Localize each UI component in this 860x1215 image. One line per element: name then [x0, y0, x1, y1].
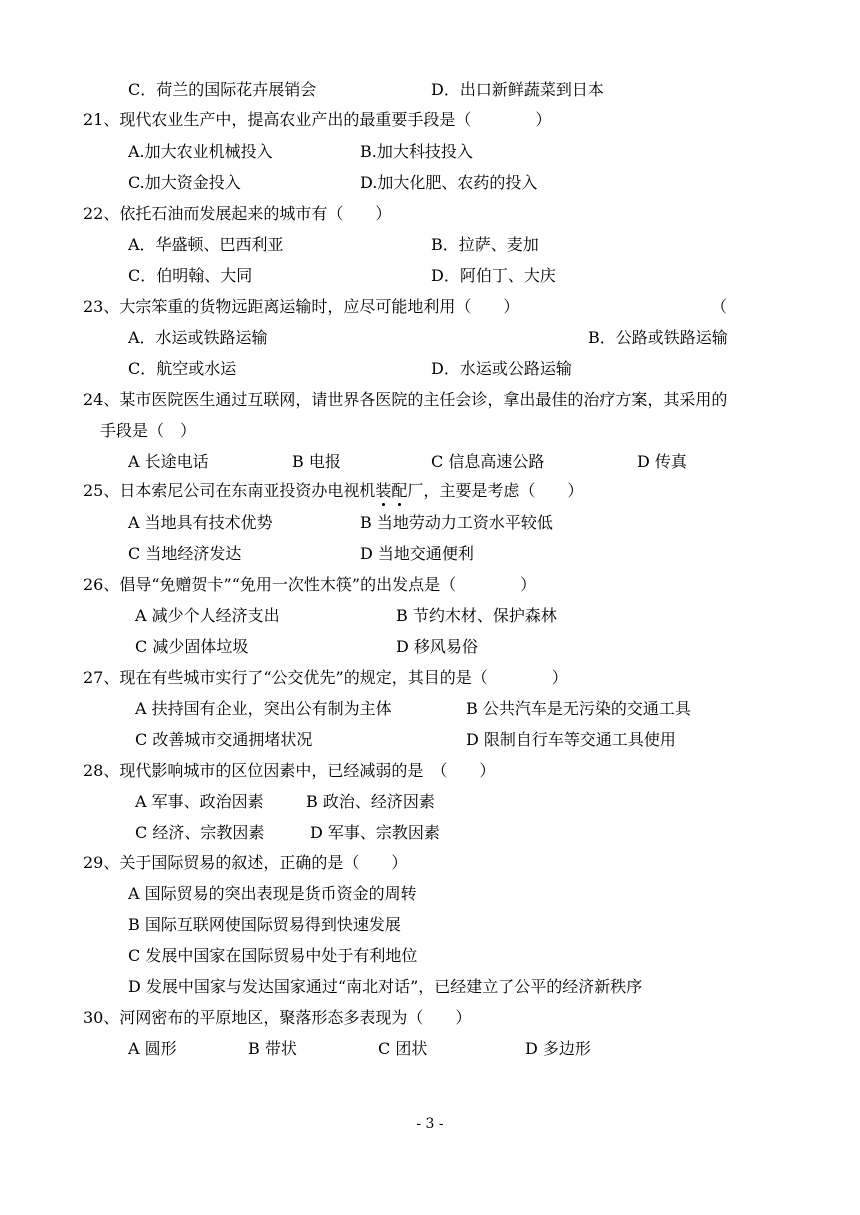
q28-option-a: A 军事、政治因素	[135, 792, 264, 811]
q26-stem: 26、倡导“免赠贺卡”“免用一次性木筷”的出发点是（ ）	[83, 575, 537, 594]
q28-stem: 28、现代影响城市的区位因素中，已经减弱的是 （ ）	[83, 761, 496, 780]
q30-option-c: C 团状	[378, 1039, 428, 1058]
q25-stem-post: 厂，主要是考虑（ ）	[407, 481, 584, 500]
q29-option-b: B 国际互联网使国际贸易得到快速发展	[128, 915, 401, 934]
q30-stem: 30、河网密布的平原地区，聚落形态多表现为（ ）	[83, 1008, 472, 1027]
q26-option-a: A 减少个人经济支出	[135, 606, 280, 625]
q29-option-c: C 发展中国家在国际贸易中处于有利地位	[128, 946, 418, 965]
q24-option-a: A 长途电话	[128, 452, 209, 471]
q28-option-d: D 军事、宗教因素	[310, 823, 440, 842]
q30-option-b: B 带状	[248, 1039, 297, 1058]
q23-stray-paren: （	[711, 297, 728, 316]
q20-option-c: C．荷兰的国际花卉展销会	[128, 80, 317, 99]
q30-option-a: A 圆形	[128, 1039, 177, 1058]
q27-option-b: B 公共汽车是无污染的交通工具	[466, 699, 691, 718]
q21-option-a: A.加大农业机械投入	[128, 142, 273, 161]
q28-option-c: C 经济、宗教因素	[135, 823, 265, 842]
q23-option-d: D．水运或公路运输	[431, 359, 572, 378]
q22-option-c: C．伯明翰、大同	[128, 266, 253, 285]
q26-option-b: B 节约木材、保护森林	[396, 606, 557, 625]
q23-stem: 23、大宗笨重的货物远距离运输时，应尽可能地利用（ ）	[83, 297, 520, 316]
q25-emphasis-char-2: 配	[391, 481, 408, 500]
q24-stem-line2: 手段是（ ）	[100, 421, 197, 440]
q21-option-c: C.加大资金投入	[128, 173, 241, 192]
q24-option-b: B 电报	[292, 452, 341, 471]
q26-option-d: D 移风易俗	[396, 637, 478, 656]
q22-option-d: D．阿伯丁、大庆	[431, 266, 556, 285]
q23-option-c: C．航空或水运	[128, 359, 237, 378]
q27-option-c: C 改善城市交通拥堵状况	[135, 730, 313, 749]
q25-option-d: D 当地交通便利	[360, 544, 474, 563]
q21-stem: 21、现代农业生产中，提高农业产出的最重要手段是（ ）	[83, 110, 552, 129]
q23-option-a: A．水运或铁路运输	[128, 328, 268, 347]
q21-option-b: B.加大科技投入	[360, 142, 473, 161]
q29-option-d: D 发展中国家与发达国家通过“南北对话”，已经建立了公平的经济新秩序	[128, 977, 643, 996]
q30-option-d: D 多边形	[525, 1039, 591, 1058]
q25-option-a: A 当地具有技术优势	[128, 513, 273, 532]
q25-option-c: C 当地经济发达	[128, 544, 242, 563]
q23-option-b: B．公路或铁路运输	[588, 328, 728, 347]
q24-stem-line1: 24、某市医院医生通过互联网，请世界各医院的主任会诊，拿出最佳的治疗方案，其采用的	[83, 390, 728, 409]
q24-option-c: C 信息高速公路	[431, 452, 545, 471]
q27-stem: 27、现在有些城市实行了“公交优先”的规定，其目的是（ ）	[83, 668, 568, 687]
q24-option-d: D 传真	[637, 452, 687, 471]
q22-option-b: B．拉萨、麦加	[431, 235, 539, 254]
q25-stem-pre: 25、日本索尼公司在东南亚投资办电视机	[83, 481, 376, 500]
q29-stem: 29、关于国际贸易的叙述，正确的是（ ）	[83, 853, 408, 872]
q26-option-c: C 减少固体垃圾	[135, 637, 249, 656]
q28-option-b: B 政治、经济因素	[306, 792, 435, 811]
q27-option-a: A 扶持国有企业，突出公有制为主体	[135, 699, 392, 718]
q25-option-b: B 当地劳动力工资水平较低	[360, 513, 553, 532]
q27-option-d: D 限制自行车等交通工具使用	[466, 730, 676, 749]
q25-stem	[83, 481, 583, 501]
q29-option-a: A 国际贸易的突出表现是货币资金的周转	[128, 884, 417, 903]
q22-option-a: A．华盛顿、巴西利亚	[128, 235, 284, 254]
q21-option-d: D.加大化肥、农药的投入	[360, 173, 538, 192]
q25-emphasis-char-1: 装	[375, 481, 392, 500]
q22-stem: 22、依托石油而发展起来的城市有（ ）	[83, 204, 392, 223]
q20-option-d: D．出口新鲜蔬菜到日本	[431, 80, 604, 99]
page-number: - 3 -	[416, 1116, 444, 1132]
